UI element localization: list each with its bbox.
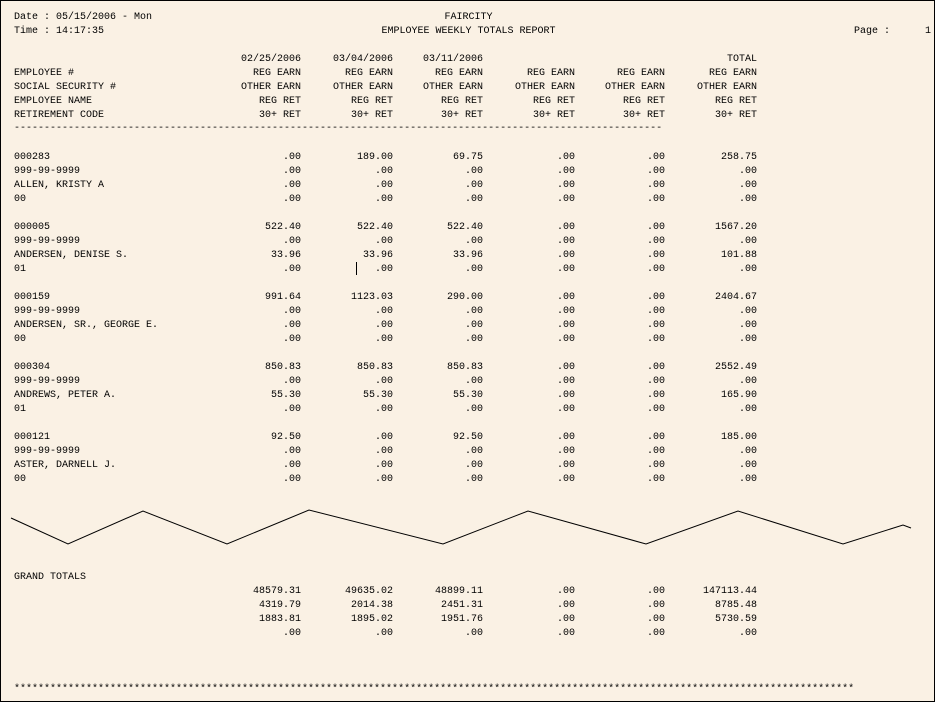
- employee-number: 000121: [14, 432, 51, 443]
- column-line-label: 30+ RET: [350, 110, 393, 121]
- amount-cell: 850.83: [356, 362, 393, 373]
- amount-cell: .00: [646, 376, 665, 387]
- amount-cell: 522.40: [446, 222, 483, 233]
- amount-cell: .00: [374, 264, 393, 275]
- amount-cell: .00: [738, 166, 757, 177]
- employee-ssn: 999-99-9999: [14, 166, 81, 177]
- amount-cell: .00: [738, 446, 757, 457]
- amount-cell: .00: [464, 446, 483, 457]
- column-line-label: REG RET: [622, 96, 665, 107]
- amount-cell: .00: [464, 460, 483, 471]
- amount-cell: 33.96: [452, 250, 483, 261]
- amount-cell: .00: [282, 334, 301, 345]
- grand-total-cell: 4319.79: [258, 600, 301, 611]
- amount-cell: 55.30: [452, 390, 483, 401]
- grand-total-cell: .00: [282, 628, 301, 639]
- employee-name: ANDERSEN, SR., GEORGE E.: [14, 320, 159, 331]
- grand-total-cell: .00: [646, 614, 665, 625]
- amount-cell: .00: [464, 194, 483, 205]
- column-line-label: 30+ RET: [714, 110, 757, 121]
- page-number: 1: [924, 26, 931, 37]
- column-line-label: REG RET: [440, 96, 483, 107]
- column-line-label: REG EARN: [344, 68, 393, 79]
- amount-cell: .00: [556, 404, 575, 415]
- grand-total-cell: 48899.11: [434, 586, 483, 597]
- grand-total-cell: 8785.48: [714, 600, 757, 611]
- amount-cell: .00: [556, 474, 575, 485]
- grand-total-cell: .00: [556, 600, 575, 611]
- column-line-label: 30+ RET: [532, 110, 575, 121]
- column-line-label: 30+ RET: [622, 110, 665, 121]
- grand-totals-label: GRAND TOTALS: [14, 572, 87, 583]
- amount-cell: 290.00: [446, 292, 483, 303]
- amount-cell: .00: [464, 376, 483, 387]
- column-line-label: REG EARN: [526, 68, 575, 79]
- grand-total-cell: 1883.81: [258, 614, 301, 625]
- amount-cell: .00: [646, 362, 665, 373]
- amount-cell: .00: [646, 222, 665, 233]
- row-label: EMPLOYEE #: [14, 68, 75, 79]
- column-line-label: OTHER EARN: [604, 82, 665, 93]
- amount-cell: .00: [464, 334, 483, 345]
- column-line-label: OTHER EARN: [696, 82, 757, 93]
- grand-total-cell: .00: [646, 600, 665, 611]
- text-cursor: [356, 262, 357, 275]
- amount-cell: .00: [646, 236, 665, 247]
- amount-cell: .00: [646, 474, 665, 485]
- grand-total-cell: 5730.59: [714, 614, 757, 625]
- amount-cell: .00: [556, 460, 575, 471]
- retirement-code: 01: [14, 404, 27, 415]
- column-line-label: OTHER EARN: [240, 82, 301, 93]
- amount-cell: .00: [282, 264, 301, 275]
- page-label: Page :: [854, 26, 891, 37]
- amount-cell: .00: [646, 264, 665, 275]
- amount-cell: 165.90: [720, 390, 757, 401]
- grand-total-cell: .00: [464, 628, 483, 639]
- amount-cell: .00: [282, 152, 301, 163]
- amount-cell: 850.83: [446, 362, 483, 373]
- amount-cell: .00: [282, 376, 301, 387]
- employee-number: 000159: [14, 292, 51, 303]
- amount-cell: .00: [646, 306, 665, 317]
- report-time: Time : 14:17:35: [14, 26, 105, 37]
- amount-cell: 33.96: [270, 250, 301, 261]
- amount-cell: .00: [646, 460, 665, 471]
- amount-cell: 189.00: [356, 152, 393, 163]
- amount-cell: .00: [464, 474, 483, 485]
- grand-total-cell: .00: [556, 586, 575, 597]
- amount-cell: .00: [282, 166, 301, 177]
- amount-cell: .00: [282, 404, 301, 415]
- amount-cell: .00: [282, 446, 301, 457]
- amount-cell: .00: [646, 334, 665, 345]
- amount-cell: .00: [556, 306, 575, 317]
- grand-total-cell: 2014.38: [350, 600, 393, 611]
- amount-cell: .00: [646, 446, 665, 457]
- amount-cell: .00: [464, 264, 483, 275]
- column-line-label: REG RET: [258, 96, 301, 107]
- grand-total-cell: .00: [556, 614, 575, 625]
- amount-cell: .00: [556, 320, 575, 331]
- amount-cell: .00: [646, 404, 665, 415]
- amount-cell: .00: [556, 152, 575, 163]
- retirement-code: 01: [14, 264, 27, 275]
- amount-cell: .00: [556, 292, 575, 303]
- amount-cell: .00: [464, 306, 483, 317]
- amount-cell: .00: [282, 194, 301, 205]
- amount-cell: .00: [556, 446, 575, 457]
- amount-cell: .00: [374, 334, 393, 345]
- amount-cell: .00: [646, 166, 665, 177]
- amount-cell: .00: [374, 166, 393, 177]
- amount-cell: .00: [646, 180, 665, 191]
- column-date-3: 03/11/2006: [422, 54, 483, 65]
- retirement-code: 00: [14, 474, 27, 485]
- amount-cell: .00: [464, 166, 483, 177]
- footer-rule: ********************************************************************************************************************************************: [14, 684, 855, 695]
- amount-cell: .00: [282, 306, 301, 317]
- column-date-2: 03/04/2006: [332, 54, 393, 65]
- amount-cell: .00: [374, 404, 393, 415]
- amount-cell: .00: [374, 236, 393, 247]
- report-title: EMPLOYEE WEEKLY TOTALS REPORT: [381, 26, 556, 37]
- amount-cell: .00: [738, 334, 757, 345]
- amount-cell: .00: [374, 474, 393, 485]
- amount-cell: .00: [556, 334, 575, 345]
- company-name: FAIRCITY: [444, 12, 493, 23]
- retirement-code: 00: [14, 334, 27, 345]
- employee-name: ALLEN, KRISTY A: [14, 180, 105, 191]
- column-date-6: TOTAL: [726, 54, 757, 65]
- amount-cell: 522.40: [356, 222, 393, 233]
- grand-total-cell: .00: [738, 628, 757, 639]
- employee-ssn: 999-99-9999: [14, 236, 81, 247]
- column-line-label: REG EARN: [252, 68, 301, 79]
- amount-cell: .00: [556, 250, 575, 261]
- employee-number: 000005: [14, 222, 51, 233]
- amount-cell: .00: [282, 474, 301, 485]
- amount-cell: .00: [282, 320, 301, 331]
- amount-cell: 92.50: [270, 432, 301, 443]
- column-line-label: REG RET: [714, 96, 757, 107]
- amount-cell: .00: [374, 320, 393, 331]
- employee-ssn: 999-99-9999: [14, 446, 81, 457]
- amount-cell: 2404.67: [714, 292, 757, 303]
- amount-cell: .00: [738, 236, 757, 247]
- column-line-label: REG RET: [350, 96, 393, 107]
- amount-cell: .00: [282, 236, 301, 247]
- amount-cell: 185.00: [720, 432, 757, 443]
- amount-cell: .00: [556, 194, 575, 205]
- retirement-code: 00: [14, 194, 27, 205]
- amount-cell: .00: [556, 264, 575, 275]
- amount-cell: .00: [282, 460, 301, 471]
- employee-ssn: 999-99-9999: [14, 306, 81, 317]
- amount-cell: .00: [738, 474, 757, 485]
- amount-cell: .00: [464, 236, 483, 247]
- amount-cell: .00: [646, 194, 665, 205]
- amount-cell: .00: [738, 180, 757, 191]
- column-date-1: 02/25/2006: [240, 54, 301, 65]
- employee-number: 000283: [14, 152, 51, 163]
- amount-cell: .00: [556, 166, 575, 177]
- amount-cell: .00: [282, 180, 301, 191]
- amount-cell: .00: [646, 292, 665, 303]
- amount-cell: .00: [374, 376, 393, 387]
- amount-cell: .00: [646, 152, 665, 163]
- amount-cell: .00: [556, 236, 575, 247]
- employee-name: ANDREWS, PETER A.: [14, 390, 117, 401]
- amount-cell: .00: [556, 180, 575, 191]
- column-line-label: REG EARN: [708, 68, 757, 79]
- amount-cell: 55.30: [270, 390, 301, 401]
- amount-cell: .00: [374, 194, 393, 205]
- amount-cell: .00: [738, 320, 757, 331]
- grand-total-cell: 49635.02: [344, 586, 393, 597]
- employee-ssn: 999-99-9999: [14, 376, 81, 387]
- column-line-label: OTHER EARN: [422, 82, 483, 93]
- employee-name: ANDERSEN, DENISE S.: [14, 250, 129, 261]
- amount-cell: .00: [646, 320, 665, 331]
- grand-total-cell: .00: [556, 628, 575, 639]
- grand-total-cell: 1895.02: [350, 614, 393, 625]
- amount-cell: .00: [374, 446, 393, 457]
- column-line-label: OTHER EARN: [514, 82, 575, 93]
- column-line-label: 30+ RET: [258, 110, 301, 121]
- column-line-label: REG EARN: [616, 68, 665, 79]
- amount-cell: .00: [738, 194, 757, 205]
- amount-cell: .00: [374, 432, 393, 443]
- amount-cell: .00: [374, 306, 393, 317]
- grand-total-cell: 2451.31: [440, 600, 483, 611]
- employee-name: ASTER, DARNELL J.: [14, 460, 117, 471]
- amount-cell: 1567.20: [714, 222, 757, 233]
- amount-cell: .00: [738, 306, 757, 317]
- amount-cell: .00: [738, 264, 757, 275]
- amount-cell: .00: [374, 180, 393, 191]
- amount-cell: .00: [374, 460, 393, 471]
- header-separator: ------------------------------------------------------------------------------------------------------------: [14, 123, 663, 134]
- employee-number: 000304: [14, 362, 51, 373]
- zigzag-line: [11, 510, 911, 544]
- amount-cell: .00: [556, 390, 575, 401]
- grand-total-cell: .00: [646, 586, 665, 597]
- amount-cell: .00: [556, 222, 575, 233]
- amount-cell: 2552.49: [714, 362, 757, 373]
- amount-cell: 69.75: [452, 152, 483, 163]
- amount-cell: .00: [646, 390, 665, 401]
- report-date: Date : 05/15/2006 - Mon: [14, 12, 153, 23]
- row-label: RETIREMENT CODE: [14, 110, 105, 121]
- amount-cell: .00: [556, 362, 575, 373]
- amount-cell: 101.88: [720, 250, 757, 261]
- amount-cell: 522.40: [264, 222, 301, 233]
- amount-cell: 1123.03: [350, 292, 393, 303]
- amount-cell: 92.50: [452, 432, 483, 443]
- amount-cell: 850.83: [264, 362, 301, 373]
- amount-cell: .00: [464, 320, 483, 331]
- grand-total-cell: .00: [646, 628, 665, 639]
- grand-total-cell: 1951.76: [440, 614, 483, 625]
- amount-cell: 258.75: [720, 152, 757, 163]
- row-label: SOCIAL SECURITY #: [14, 82, 117, 93]
- amount-cell: .00: [738, 376, 757, 387]
- row-label: EMPLOYEE NAME: [14, 96, 93, 107]
- column-line-label: REG RET: [532, 96, 575, 107]
- amount-cell: 33.96: [362, 250, 393, 261]
- amount-cell: .00: [556, 376, 575, 387]
- grand-total-cell: 48579.31: [252, 586, 301, 597]
- grand-total-cell: 147113.44: [702, 586, 757, 597]
- amount-cell: .00: [738, 460, 757, 471]
- amount-cell: .00: [646, 250, 665, 261]
- amount-cell: .00: [738, 404, 757, 415]
- page-break-zigzag: [1, 506, 935, 551]
- amount-cell: .00: [556, 432, 575, 443]
- grand-total-cell: .00: [374, 628, 393, 639]
- column-line-label: REG EARN: [434, 68, 483, 79]
- column-line-label: 30+ RET: [440, 110, 483, 121]
- amount-cell: .00: [646, 432, 665, 443]
- amount-cell: 991.64: [264, 292, 301, 303]
- amount-cell: .00: [464, 404, 483, 415]
- amount-cell: .00: [464, 180, 483, 191]
- amount-cell: 55.30: [362, 390, 393, 401]
- column-line-label: OTHER EARN: [332, 82, 393, 93]
